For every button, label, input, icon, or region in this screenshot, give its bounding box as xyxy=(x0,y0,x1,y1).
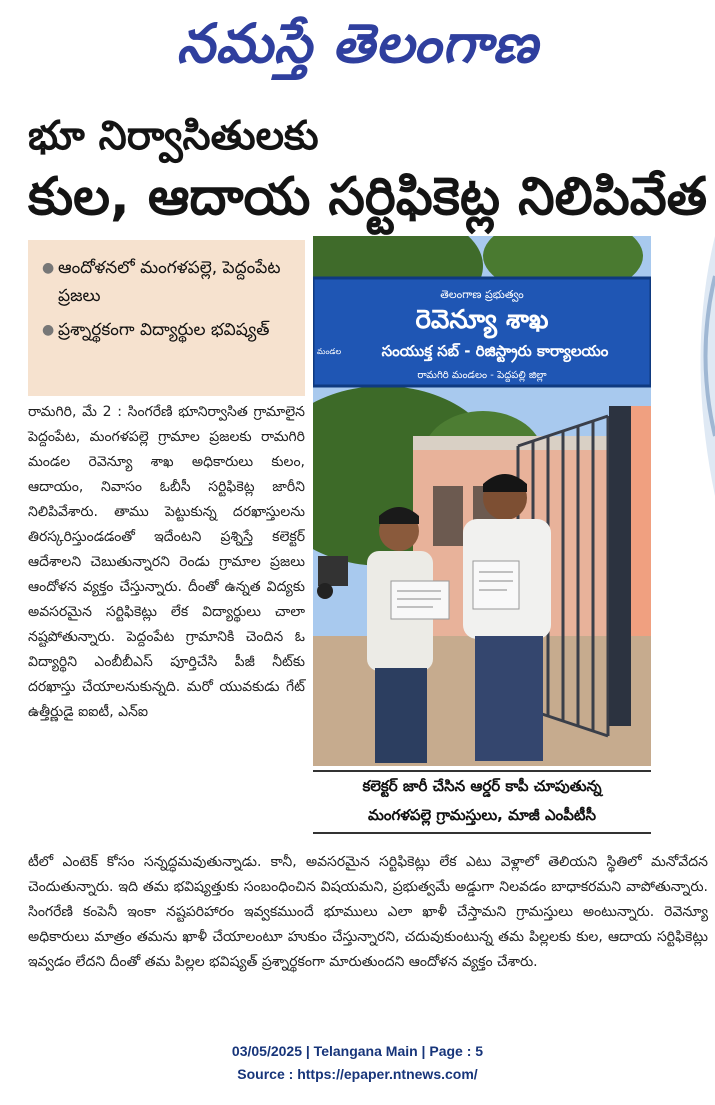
article-headline: కుల, ఆదాయ సర్టిఫికెట్ల నిలిపివేత xyxy=(28,167,708,227)
masthead-title: నమస్తే తెలంగాణ xyxy=(176,11,539,75)
highlight-text: ఆందోళనలో మంగళపల్లె, పెద్దంపేట ప్రజలు xyxy=(58,258,281,306)
bullet-icon: ● xyxy=(42,260,55,276)
footer-dateline: 03/05/2025 | Telangana Main | Page : 5 xyxy=(231,1043,484,1059)
sign-top-text: తెలంగాణ ప్రభుత్వం xyxy=(440,288,524,301)
footer-source: Source : https://epaper.ntnews.com/ xyxy=(237,1066,478,1082)
newspaper-masthead xyxy=(0,4,715,82)
caption-line: కలెక్టర్ జారీ చేసిన ఆర్డర్ కాపీ చూపుతున్న xyxy=(362,777,602,795)
highlight-text: ప్రశ్నార్థకంగా విద్యార్థుల భవిష్యత్ xyxy=(58,320,270,340)
photo-caption xyxy=(313,770,651,834)
article-body-column: రామగిరి, మే 2 : సింగరేణి భూనిర్వాసిత గ్రామాలైన పెద్దంపేట, మంగళపల్లె గ్రామాల ప్రజలకు రామగిరి మండల రెవెన్యూ శాఖ అధికారులు కులం, ఆదాయం, నివాసం ఓబీసీ సర్టిఫికెట్ల జారీని నిలిపివేశారు. తాము పెట్టుకున్న దరఖాస్తులను తిరస్కరిస్తుండడంతో ఇదేంటని ప్రశ్నిస్తే కలెక్టర్ ఆదేశాలని చెబుతున్నారని రెండు గ్రామాల ప్రజలు ఆందోళన వ్యక్తం చేస్తున్నారు. దీంతో ఉన్నత విద్యకు అవసరమైన సర్టిఫికెట్లు లేక విద్యార్థులు చాలా నష్టపోతున్నారు. పెద్దంపేట గ్రామానికి చెందిన ఓ విద్యార్థిని ఎంబీబీఎస్ పూర్తిచేసి పీజీ నీట్‌కు దరఖాస్తు చేయాలనుకున్నది. మరో యువకుడు గేట్ ఉత్తీర్ణుడై ఐఐటీ, ఎన్ఐ xyxy=(28,404,305,720)
highlight-item xyxy=(42,316,297,344)
highlights-box xyxy=(28,240,305,396)
sign-office-text: సంయుక్త సబ్ - రిజిస్ట్రారు కార్యాలయం xyxy=(381,342,609,360)
sign-prefix-text: మండల xyxy=(317,347,342,356)
bullet-icon: ● xyxy=(42,322,55,338)
article-kicker: భూ నిర్వాసితులకు xyxy=(28,113,319,159)
sign-main-text: రెవెన్యూ శాఖ xyxy=(415,305,549,335)
highlight-item xyxy=(42,254,297,310)
sign-bottom-text: రామగిరి మండలం - పెద్దపల్లి జిల్లా xyxy=(417,370,547,381)
news-photo xyxy=(313,236,651,766)
adjacent-article-edge xyxy=(678,236,715,836)
article-body-continued: టీలో ఎంటెక్ కోసం సన్నద్ధమవుతున్నాడు. కానీ, అవసరమైన సర్టిఫికెట్లు లేక ఎటు వెళ్లాలో తెలియని స్థితిలో మనోవేదన చెందుతున్నారు. ఇది తమ భవిష్యత్తుకు సంబంధించిన విషయమని, ప్రభుత్వమే అడ్డుగా నిలవడం బాధాకరమని వాపోతున్నారు. సింగరేణి కంపెనీ ఇంకా నష్టపరిహారం ఇవ్వకముందే భూములు ఎలా ఖాళీ చేస్తామని గ్రామస్తులు అంటున్నారు. రెవెన్యూ అధికారులు మాత్రం తమను ఖాళీ చేయాలంటూ హుకుం చేస్తున్నారని, చదువుకుంటున్న తమ పిల్లలకు కుల, ఆదాయ సర్టిఫికెట్లు ఇవ్వడం లేదని దీంతో తమ పిల్లల భవిష్యత్ ప్రశ్నార్థకంగా మారుతుందని ఆందోళన వ్యక్తం చేశారు. xyxy=(28,854,708,970)
caption-line: మంగళపల్లె గ్రామస్తులు, మాజీ ఎంపీటీసీ xyxy=(367,806,597,824)
